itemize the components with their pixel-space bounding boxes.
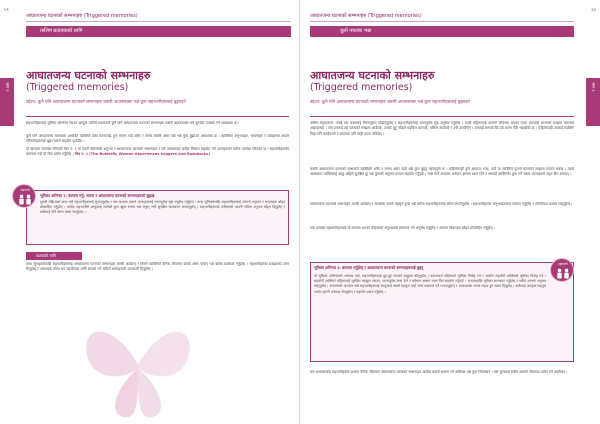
page-title-english: (Triggered memories) [26, 82, 129, 93]
participant-badge [12, 184, 36, 208]
paragraph-text: यो खण्डमा समावेश गरिएको चित्र न. १ मा एउटी महिलाको अनुभव र आघातजन्य घटनाको सम्भनाहरु र त्यो अवस्थाबाट बाहिर निस्कन सहयोग गर्ने उपायहरुको बारेमा उल्लेख गरिएको छ । सहभागीहरुसँग छलफल गर्दा यो चित्र प्रयोग गर्नुहोस् । [26, 147, 289, 157]
side-tab-label: भाग २ [5, 82, 10, 92]
closing-paragraph: यस अभ्यासपछि सहभागीहरुले आफ्ना दैनिक जीवनमा आघातजन्य घटनाको सम्भनाहरु आउँदा कसरी सामना गर्न सकिन्छ भन्ने कुरा सिक्नेछन् । यस कुरालाई सबैले आफ्नो जीवनमा प्रयोग गर्न सक्नेछन् । [310, 370, 568, 374]
page-title-nepali: आघातजन्य घटनाको सम्भनाहरु [310, 69, 435, 82]
body-paragraph [26, 147, 289, 169]
side-tab [586, 78, 600, 126]
header-rule [310, 21, 574, 22]
participant-badge [550, 258, 574, 282]
body-paragraph: अब तपाईंले सहभागीहरुलाई यो कथामा भएको महिलाको अनुभवबारे छलफल गर्न अनुरोध गर्नुहोस् र आफ्ना विचारहरु बाँड्न प्रोत्साहित गर्नुहोस् । [310, 226, 496, 230]
badge-label: सहभागी [558, 262, 568, 266]
body-paragraph: आघातजन्य घटनाको सम्भनाहरु कसरी आउँछन् र त्यसबेला कस्तो महसुस हुन्छ भन्ने बारेमा सहभागीहरुलाई सोच्न लगाउनुहोस् । सहभागीहरुका अनुभवहरुलाई सम्मान गर्नुहोस् र गोपनीयता कायम राख्नुहोस् । [310, 202, 573, 206]
activity-text: यो भूमिका अभिनयको अभ्यास गर्दा, सहभागीहरुलाई दुई-दुई जनाको समूहमा बाँड्नुहोस् । एकजनाले महिलाको भूमिका निर्वाह गर्ने र अर्कोले सहयोगी व्यक्तिको भूमिका निर्वाह गर्ने । सहयोगी व्यक्तिले महिलालाई सुरक्षित महसुस गराउन, शान्तपूर्वक सास फेर्न र वर्तमान क्षणमा ध्यान दिन सहयोग गर्नुपर्छ । अभ्यासपछि भूमिका साटासाट गर्नुहोस् र सबैले आफ्नो अनुभव बाँड्नुहोस् । अभ्यासको अन्त्यमा सबै सहभागीहरुलाई आफूलाई कस्तो महसुस भयो भनेर छलफल गर्न लगाउनुहोस् र भावनात्मक रुपमा सहज हुन समय दिनुहोस् । कसैलाई असहज महसुस भएमा तुरुन्तै अभ्यास रोक्नुहोस् र सहयोग प्रदान गर्नुहोस् । [314, 274, 546, 294]
page-number: ५९ [4, 8, 9, 13]
objective-text: उद्देश्य: कुनै पनि आघातजन्य घटनाको सम्भनाहरु कसरी आउनसक्छ भन्ने कुरा सहभागीहरुलाई बुझाउने [310, 100, 470, 105]
body-paragraph: कथा सुनाइसकेपछि सहभागीहरुलाई आघातजन्य घटनाको सम्भनाहरु कसरी आउँछन् र तिनले व्यक्तिको दैनिक जीवनमा कस्तो असर पार्छन् भन्ने बारेमा छलफल गर्नुहोस् । सहभागीहरुका प्रश्नहरुको उत्तर दिनुहोस् र आवश्यक परेमा थप सहयोगका लागि सम्पर्क गर्न सकिने स्थानहरुको जानकारी दिनुहोस् । [26, 262, 289, 272]
section-label: तालिम प्रदायकको लागि [40, 28, 83, 34]
badge-label: सहभागी [20, 188, 30, 192]
activity-text: पुतली महिलाको कथा सबै सहभागीहरुलाई सुनाउनुहोस् र यस कथामा आउने घटनाहरुलाई ध्यानपूर्वक सुन्न अनुरोध गर्नुहोस् । कथा सुनिसकेपछि सहभागीहरुलाई आफ्नो अनुभव र भावनाहरु बाँड्न प्रोत्साहित गर्नुहोस् । प्रत्येक सहभागीले आफूलाई लागेको कुरा खुला रुपमा भन्न सकून् भनी सुरक्षित वातावरण बनाउनुहोस् । सहभागीहरुलाई उनीहरुको आफ्नै गतिमा अनुभव बाँड्न दिनुहोस् र कसैलाई पनि बोल्न बाध्य नगर्नुहोस् । [40, 200, 285, 215]
people-icon [555, 268, 571, 279]
objective-text: उद्देश्य: कुनै पनि आघातजन्य घटनाको सम्भनाहरु कसरी आउनसक्छ भन्ने कुरा सहभागीहरुलाई बुझाउने [26, 100, 186, 105]
figure-caption-english: (The Butterfly Woman experiences triggers and flashbacks) [89, 152, 210, 157]
activity-title: भूमिका अभिनय ३: कल्पना गर्नुहोस् र आघातजन्य घटनाको सम्भनाहरुलाई बुझ्नु [314, 265, 424, 270]
header-rule [26, 21, 291, 22]
side-tab [0, 78, 14, 126]
figure-reference: चित्र न. १ [74, 152, 88, 157]
objective-rule [26, 116, 289, 117]
body-paragraph: कसरी आघातजन्य घटनाको सम्भनाले व्यक्तिको शरीर र मनमा असर पार्छ भन्ने कुरा बुझ्नु महत्त्वपूर्ण छ । कहिलेकाहीं कुनै आवाज, गन्ध, ठाउँ वा व्यक्तिले पुरानो घटनाको सम्झना गराउन सक्छ । यस्तो अवस्थामा व्यक्तिलाई आफू अहिले सुरक्षित छु भन्ने कुराको अनुभव गराउन सहयोग गर्नुपर्छ । सास फेर्ने अभ्यास, वर्तमान क्षणमा ध्यान दिने र भरपर्दो व्यक्तिसँग कुरा गर्ने जस्ता उपायहरुले राहत दिन सक्छन् । [310, 167, 574, 177]
activity-title: भूमिका अभिनय २: कल्पना गर्नु: सपना र आघातजन्य घटनाको सम्भनाहरुको बुझाइ [40, 193, 155, 198]
right-page [300, 0, 600, 424]
people-icon [17, 194, 33, 205]
running-header: आघातजन्य घटनाको सम्भनाहरु (Triggered memories) [310, 13, 422, 19]
page-title-english: (Triggered memories) [310, 82, 413, 93]
section-label: धुलो नकरबा भन्ना [340, 28, 372, 34]
page-title-nepali: आघातजन्य घटनाको सम्भनाहरु [26, 69, 151, 82]
tag-label: पाठकको लागि [36, 253, 57, 258]
body-paragraph: सहभागीहरुलाई भूमिका अभिनय गराउन आफूले तालिम प्रदायकले कुनै पनि आघातजन्य घटनाको सम्भनाहरु कसरी आउनसक्छ भन्ने कुराको व्याख्या गर्न आवश्यक छ । [26, 121, 240, 125]
objective-rule [310, 116, 574, 117]
body-paragraph: कुनै पनि आघातजन्य घटनाबाट प्रभावित व्यक्तिले उक्त घटनालाई पुनः स्मरण गर्दा शरीर र मनमा कसरी असर पर्छ भन्ने कुरा बुझाउन आवश्यक छ । व्यक्तिका अनुभवहरु, भावनाहरु र व्यवहारमा आउने परिवर्तनहरुलाई बुझ्न यसले सहयोग पुर्याउँछ । [26, 134, 289, 144]
butterfly-illustration [72, 292, 204, 424]
running-header: आघातजन्य घटनाको सम्भनाहरु (Triggered memories) [26, 13, 138, 19]
side-tab-label: भाग २ [591, 82, 596, 92]
body-paragraph: तालिम सहजकर्ता: तपाईं यस कथालाई निम्नानुसार पढिदिनुहोस् र सहभागीहरुलाई ध्यानपूर्वक सुन्न अनुरोध गर्नुहोस् । एउटी महिलालाई आफ्नो जीवनमा भएको एउटा डरलाग्दो घटनाको सम्झना बारम्बार आइरहन्थ्यो । जब उनलाई त्यो घटनाको सम्झना आउँथ्यो, उनको मुटु जोडले धड्किन थाल्थ्यो, पसिना आउँथ्यो र उनी डराउँथिन् । उनलाई लाग्थ्यो कि त्यो घटना फेरि भइरहेको छ । कहिलेकाहीं उनलाई राम्रोसँग निद्रा पनि लाग्दैनथ्यो र सपनामा पनि त्यही घटना देख्थिन् । [310, 121, 574, 136]
page-number: ६० [591, 8, 596, 13]
